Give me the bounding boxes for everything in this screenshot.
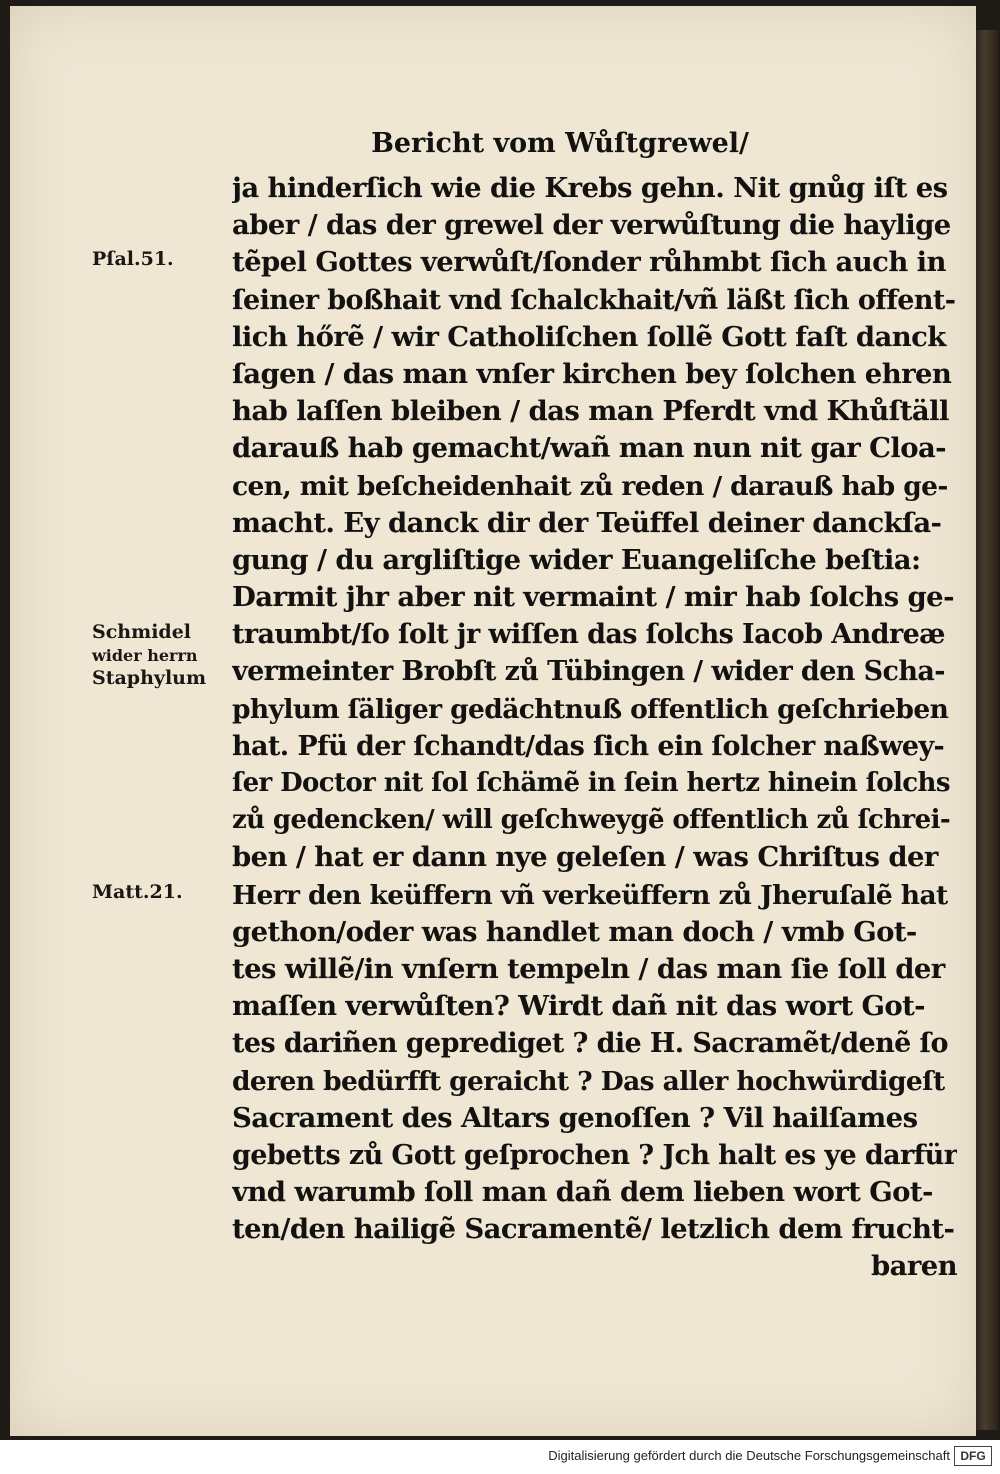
text-line: tes willẽ/in vnſern tempeln / das man ſie ſoll der <box>232 952 945 985</box>
text-line: vermeinter Brobſt zů Tübingen / wider den Scha- <box>232 656 945 688</box>
text-line: Herr den keüffern vñ verkeüffern zů Jheruſalẽ hat <box>232 879 948 911</box>
text-line: traumbt/ſo ſolt jr wiſſen das ſolchs Iacob Andreæ <box>232 619 945 651</box>
funding-credit: Digitalisierung gefördert durch die Deutsche Forschungsgemeinschaft <box>548 1448 950 1463</box>
text-line: zů gedencken/ will geſchweygẽ offentlich zů ſchrei- <box>232 805 951 836</box>
text-line: Darmit jhr aber nit vermaint / mir hab ſolchs ge- <box>232 581 954 614</box>
text-line: ja hinderſich wie die Krebs gehn. Nit gnůg iſt es <box>232 172 948 204</box>
text-line: tes dariñen geprediget ? die H. Sacramẽt/denẽ ſo <box>232 1028 948 1060</box>
marginal-note-psalm: Pſal.51. <box>92 248 174 270</box>
text-line: maſſen verwůſten? Wirdt dañ nit das wort Got- <box>232 990 925 1023</box>
marginal-note-staphylum: Staphylum <box>92 667 207 689</box>
text-line: deren bedürfft geraicht ? Das aller hochwürdigeſt <box>232 1065 945 1097</box>
text-line: ſagen / das man vnſer kirchen bey ſolchen ehren <box>232 357 952 390</box>
text-line: Sacrament des Altars genoſſen ? Vil hailſames <box>232 1101 918 1134</box>
marginal-note-matthew: Matt.21. <box>92 881 183 903</box>
text-line: ten/den hailigẽ Sacramentẽ/ letzlich dem frucht- <box>232 1213 955 1246</box>
running-head: Bericht vom Wůſtgrewel/ <box>371 128 749 159</box>
text-line: macht. Ey danck dir der Teüffel deiner danckſa- <box>232 506 942 539</box>
text-line: ſer Doctor nit ſol ſchämẽ in ſein hertz hinein ſolchs <box>232 768 950 798</box>
text-line: gethon/oder was handlet man doch / vmb Got- <box>232 915 917 948</box>
text-line: hat. Pfü der ſchandt/das ſich ein ſolcher naßwey- <box>232 730 945 762</box>
text-line: ben / hat er dann nye geleſen / was Chriſtus der <box>232 841 938 874</box>
body-text <box>232 170 957 1286</box>
text-line: cen, mit beſcheidenhait zů reden / darauß hab ge- <box>232 470 948 502</box>
marginal-note-wider: wider herrn <box>92 646 198 665</box>
text-line: gebetts zů Gott geſprochen ? Jch halt es ye darfür <box>232 1139 957 1171</box>
dfg-logo: DFG <box>954 1446 992 1466</box>
text-line: vnd warumb ſoll man dañ dem lieben wort Got- <box>232 1176 933 1209</box>
text-line: hab laſſen bleiben / das man Pferdt vnd Khůſtäll <box>232 395 949 428</box>
text-line: aber / das der grewel der verwůſtung die haylige <box>232 209 951 242</box>
catchword: baren <box>870 1250 957 1283</box>
text-line: gung / du argliſtige wider Euangeliſche beſtia: <box>232 543 921 576</box>
text-line: darauß hab gemacht/wañ man nun nit gar Cloa- <box>232 432 946 465</box>
text-line: lich hőrẽ / wir Catholiſchen ſollẽ Gott faſt danck <box>232 320 946 353</box>
marginal-note-schmidel: Schmidel <box>92 621 192 643</box>
text-line: tẽpel Gottes verwůſt/ſonder růhmbt ſich auch in <box>232 246 946 279</box>
text-line: ſeiner boßhait vnd ſchalckhait/vñ läßt ſich offent- <box>232 284 956 316</box>
book-edge <box>976 30 998 1430</box>
text-line: phylum ſäliger gedächtnuß offentlich geſchrieben <box>232 693 949 725</box>
